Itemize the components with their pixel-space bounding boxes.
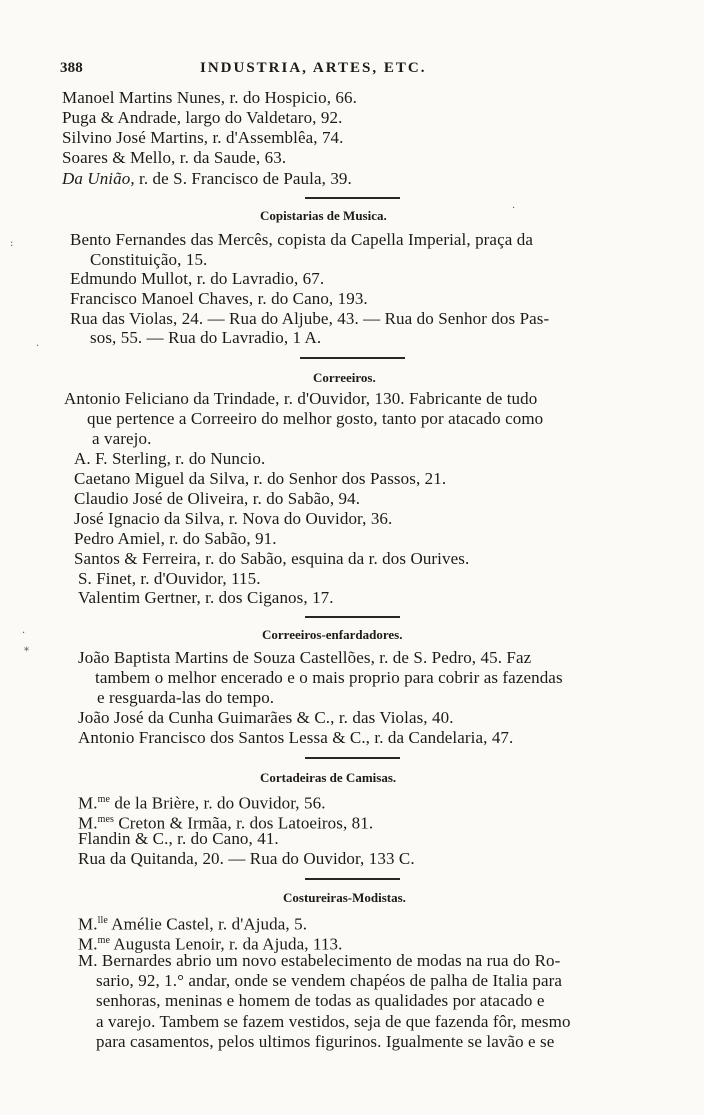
title-abbreviation: M. — [78, 793, 98, 813]
list-item: para casamentos, pelos ultimos figurinos. Igualmente se lavão e se — [96, 1032, 555, 1051]
list-item: Constituição, 15. — [90, 250, 208, 269]
list-item: Antonio Feliciano da Trindade, r. d'Ouvidor, 130. Fabricante de tudo — [64, 389, 538, 408]
section-rule — [305, 616, 400, 618]
list-item: senhoras, meninas e homem de todas as qualidades por atacado e — [96, 991, 545, 1010]
section-rule — [305, 757, 400, 759]
list-item: Santos & Ferreira, r. do Sabão, esquina da r. dos Ourives. — [74, 549, 470, 568]
list-item: Bento Fernandes das Mercês, copista da Capella Imperial, praça da — [70, 230, 533, 249]
list-item: Rua da Quitanda, 20. — Rua do Ouvidor, 133 C. — [78, 849, 415, 868]
list-item: Manoel Martins Nunes, r. do Hospicio, 66. — [62, 88, 357, 107]
title-superscript: me — [97, 794, 110, 805]
section-rule — [305, 197, 400, 199]
list-item: tambem o melhor encerado e o mais proprio para cobrir as fazendas — [95, 668, 563, 687]
ink-speck: · — [22, 628, 26, 639]
list-item — [62, 169, 352, 189]
running-title: INDUSTRIA, ARTES, ETC. — [200, 60, 427, 76]
ink-speck: . — [36, 338, 40, 349]
list-item: e resguarda-las do tempo. — [97, 688, 275, 707]
entry-text: Creton & Irmãa, r. dos Latoeiros, 81. — [114, 813, 374, 833]
list-item: João José da Cunha Guimarães & C., r. das Violas, 40. — [78, 708, 454, 727]
list-item: sos, 55. — Rua do Lavradio, 1 A. — [90, 328, 322, 347]
title-superscript: me — [97, 935, 110, 946]
title-superscript: lle — [97, 915, 108, 926]
title-superscript: mes — [97, 814, 114, 825]
section-title: Correeiros-enfardadores. — [262, 627, 403, 642]
entry-text: de la Brière, r. do Ouvidor, 56. — [110, 793, 326, 813]
firm-address: r. de S. Francisco de Paula, 39. — [134, 169, 352, 188]
section-rule — [305, 878, 400, 880]
section-title: Costureiras-Modistas. — [283, 890, 406, 905]
ink-speck: : — [10, 238, 14, 249]
list-item: Flandin & C., r. do Cano, 41. — [78, 829, 279, 848]
list-item: Francisco Manoel Chaves, r. do Cano, 193. — [70, 289, 368, 308]
section-title: Cortadeiras de Camisas. — [260, 770, 397, 785]
ink-speck: · — [512, 203, 516, 214]
title-abbreviation: M. — [78, 934, 98, 954]
title-abbreviation: M. — [78, 914, 98, 934]
list-item: Valentim Gertner, r. dos Ciganos, 17. — [78, 588, 334, 607]
firm-name-italic: Da União, — [62, 169, 135, 188]
list-item: Edmundo Mullot, r. do Lavradio, 67. — [70, 269, 325, 288]
list-item: Soares & Mello, r. da Saude, 63. — [62, 148, 287, 167]
list-item: A. F. Sterling, r. do Nuncio. — [74, 449, 266, 468]
entry-text: Amélie Castel, r. d'Ajuda, 5. — [107, 914, 308, 934]
list-item: Claudio José de Oliveira, r. do Sabão, 94. — [74, 489, 361, 508]
list-item: a varejo. — [92, 429, 152, 448]
list-item: sario, 92, 1.° andar, onde se vendem chapéos de palha de Italia para — [96, 971, 563, 990]
list-item: a varejo. Tambem se fazem vestidos, seja de que fazenda fôr, mesmo — [96, 1012, 571, 1031]
section-rule — [300, 357, 405, 359]
list-item: S. Finet, r. d'Ouvidor, 115. — [78, 569, 261, 588]
list-item: Caetano Miguel da Silva, r. do Senhor dos Passos, 21. — [74, 469, 447, 488]
list-item: José Ignacio da Silva, r. Nova do Ouvidor, 36. — [74, 509, 393, 528]
page-number: 388 — [60, 60, 83, 76]
list-item: M. Bernardes abrio um novo estabelecimento de modas na rua do Ro- — [78, 951, 561, 970]
list-item: Rua das Violas, 24. — Rua do Aljube, 43. — Rua do Senhor dos Pas- — [70, 309, 550, 328]
entry-text: Augusta Lenoir, r. da Ajuda, 113. — [110, 934, 343, 954]
list-item: Puga & Andrade, largo do Valdetaro, 92. — [62, 108, 343, 127]
list-item: João Baptista Martins de Souza Castellões, r. de S. Pedro, 45. Faz — [78, 648, 532, 667]
title-abbreviation: M. — [78, 813, 98, 833]
list-item: Silvino José Martins, r. d'Assemblêa, 74. — [62, 128, 344, 147]
list-item: que pertence a Correeiro do melhor gosto, tanto por atacado como — [87, 409, 544, 428]
ink-speck: * — [24, 646, 29, 657]
section-title: Copistarias de Musica. — [260, 208, 387, 223]
list-item: Antonio Francisco dos Santos Lessa & C., r. da Candelaria, 47. — [78, 728, 514, 747]
section-title: Correeiros. — [313, 370, 376, 385]
list-item: Pedro Amiel, r. do Sabão, 91. — [74, 529, 277, 548]
